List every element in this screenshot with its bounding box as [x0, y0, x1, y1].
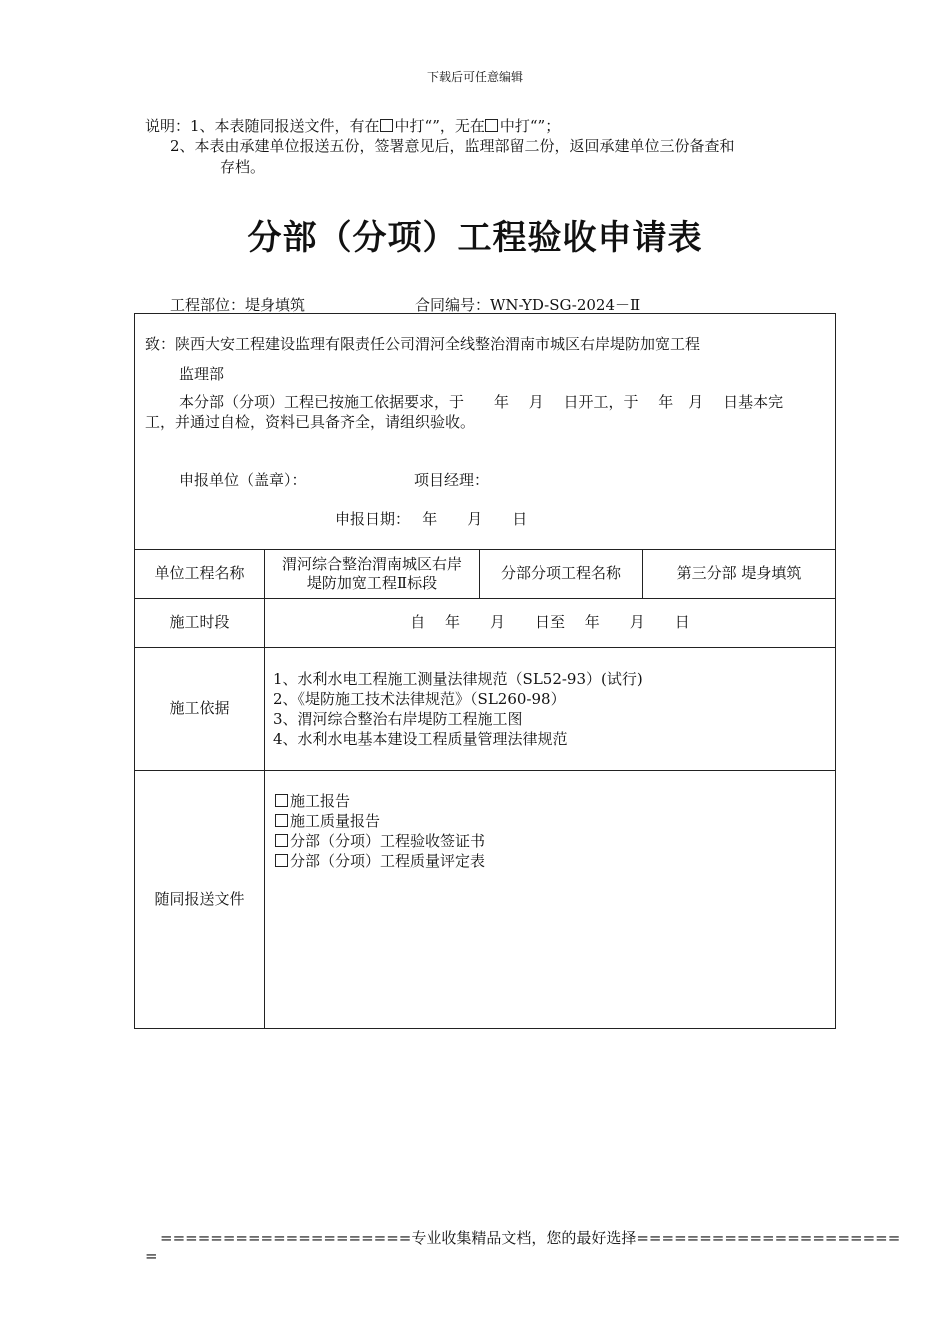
basis-item: 2、《堤防施工技术法律规范》（SL260-98）: [273, 690, 566, 708]
document-item: 施工质量报告: [275, 811, 485, 831]
construction-basis-list: [273, 669, 643, 749]
application-form-table: [134, 313, 836, 1029]
document-item: 施工报告: [275, 791, 485, 811]
checkbox-icon[interactable]: [275, 814, 288, 827]
sub-project-name-label: 分部分项工程名称: [500, 564, 621, 582]
request-body-line-2: 工，并通过自检，资料已具备齐全，请组织验收。: [145, 413, 476, 431]
basis-item: 3、渭河综合整治右岸堤防工程施工图: [273, 710, 523, 728]
checkbox-icon[interactable]: [275, 834, 288, 847]
page-title: 分部（分项）工程验收申请表: [247, 218, 703, 258]
instruction-line-1: [145, 115, 560, 136]
header-note: 下载后可任意编辑: [426, 70, 523, 84]
construction-period-label: 施工时段: [169, 613, 230, 631]
checkbox-icon: [485, 119, 498, 132]
request-body-line-1: 本分部（分项）工程已按施工依据要求，于 年 月 日开工，于 年 月 日基本完: [179, 393, 784, 411]
applicant-label: 申报单位（盖章）：: [179, 471, 307, 489]
project-part: 工程部位：堤身填筑: [170, 296, 306, 314]
application-date: 申报日期： 年 月 日: [335, 510, 528, 528]
instruction-line-1-end: 中打“”；: [499, 117, 561, 135]
document-item: 分部（分项）工程验收签证书: [275, 831, 485, 851]
attached-documents-list: [275, 791, 485, 871]
unit-project-name-value: 渭河综合整治渭南城区右岸堤防加宽工程Ⅱ标段: [281, 554, 462, 592]
construction-basis-label: 施工依据: [169, 699, 230, 717]
document-item: 分部（分项）工程质量评定表: [275, 851, 485, 871]
checkbox-icon[interactable]: [275, 794, 288, 807]
addressee-line: 致：陕西大安工程建设监理有限责任公司渭河全线整治渭南市城区右岸堤防加宽工程: [145, 335, 701, 353]
instruction-line-3: 存档。: [220, 158, 266, 176]
instruction-line-1-text: 说明：1、本表随同报送文件，有在: [145, 117, 380, 135]
construction-period-value: 自 年 月 日至 年 月 日: [410, 613, 690, 631]
checkbox-icon: [380, 119, 393, 132]
basis-item: 1、水利水电工程施工测量法律规范（SL52-93）(试行): [273, 670, 643, 688]
checkbox-icon[interactable]: [275, 854, 288, 867]
unit-project-name-label: 单位工程名称: [154, 564, 245, 582]
attached-documents-label: 随同报送文件: [154, 889, 245, 908]
addressee-dept: 监理部: [179, 365, 225, 383]
instruction-line-2: 2、本表由承建单位报送五份，签署意见后，监理部留二份，返回承建单位三份备查和: [170, 137, 735, 155]
contract-number: 合同编号：WN-YD-SG-2024－Ⅱ: [415, 296, 641, 314]
sub-project-name-value: 第三分部 堤身填筑: [676, 564, 802, 582]
basis-item: 4、水利水电基本建设工程质量管理法律规范: [273, 730, 568, 748]
footer-banner: ====================专业收集精品文档，您的最好选择=====================: [160, 1229, 901, 1247]
instruction-line-1-mid: 中打“”，无在: [394, 117, 485, 135]
project-manager-label: 项目经理：: [414, 471, 490, 489]
footer-banner-continuation: =: [145, 1247, 158, 1265]
